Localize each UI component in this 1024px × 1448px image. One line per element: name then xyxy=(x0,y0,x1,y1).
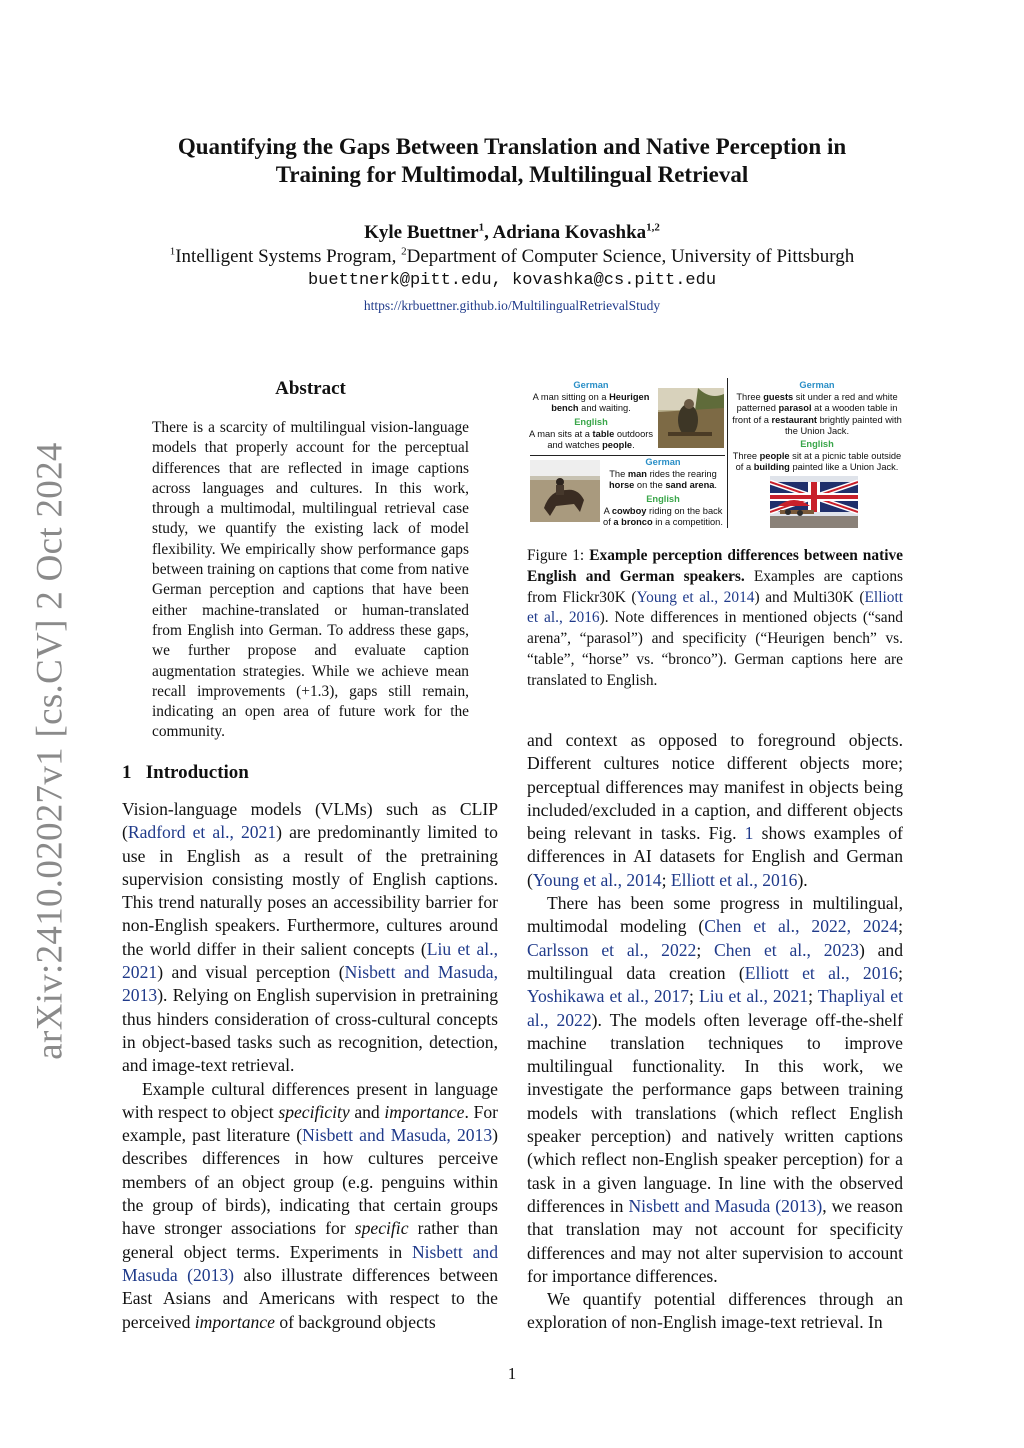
citation-link[interactable]: Chen et al., 2023 xyxy=(714,939,859,960)
citation-link[interactable]: Nisbett and Masuda, 2013 xyxy=(302,1125,493,1146)
lang-label-german: German xyxy=(799,380,835,390)
citation-link[interactable]: Young et al., 2014 xyxy=(532,869,662,890)
citation-link[interactable]: Yoshikawa et al., 2017 xyxy=(527,986,690,1007)
panel1-german-caption: German A man sitting on a Heurigen bench and waiting. xyxy=(527,380,655,415)
section-title: Introduction xyxy=(145,762,249,783)
panel2-english-caption: English A cowboy riding on the back of a bronco in a competition. xyxy=(603,494,723,528)
authors xyxy=(0,222,1024,244)
affil-sup-2: 2 xyxy=(401,245,407,258)
panel3-german-caption: German Three guests sit under a red and white patterned parasol at a wooden table in front of a restaurant brightly painted with the Union Jack. xyxy=(730,380,904,438)
figure-divider-horizontal xyxy=(530,455,725,456)
arxiv-stamp-text: arXiv:2410.02027v1 [cs.CV] 2 Oct 2024 xyxy=(29,442,71,1060)
citation-link[interactable]: Elliott et al., 2016 xyxy=(527,588,903,627)
author-2-sup: 1,2 xyxy=(646,221,660,234)
paper-title-line1: Quantifying the Gaps Between Translation and Native Perception in xyxy=(177,134,847,159)
abstract-heading: Abstract xyxy=(275,378,346,399)
citation-link[interactable]: Nisbett and Masuda, 2013 xyxy=(122,962,498,1006)
figure-1-caption: Figure 1: Example perception differences between native English and German speakers. Examples are captions from Flickr30K (Young et al., 2014) and Multi30K (Elliott et al., 2016). Note differences in mentioned objects (“sand arena”, “parasol”) and specificity (“Heurigen bench” vs. “table”, “horse” vs. “bronco”). German captions here are translated to English. xyxy=(527,547,904,689)
panel1-english-caption: English A man sits at a table outdoors and watches people. xyxy=(528,417,654,451)
lang-label-english: English xyxy=(574,417,608,427)
affiliation xyxy=(0,246,1024,268)
section-heading xyxy=(122,762,249,784)
panel2-german-caption: German The man rides the rearing horse on the sand arena. xyxy=(603,457,723,492)
panel3-english-caption: English Three people sit at a picnic table outside of a building painted like a Union Jack. xyxy=(730,439,904,474)
citation-link[interactable]: Liu et al., 2021 xyxy=(699,986,809,1007)
left-column xyxy=(122,798,498,1334)
citation-link[interactable]: Thapliyal et al., 2022 xyxy=(527,986,904,1030)
figure-divider-vertical xyxy=(727,378,728,528)
photo-cowboy-bronco xyxy=(530,460,600,522)
intro-paragraph-2: Example cultural differences present in language with respect to object specificity and importance. For example, past literature (Nisbett and Masuda, 2013) describes differences in how cultures perceive members of an object group (e.g. penguins within the group of birds), indicating that certain groups have stronger associations for specific rather than general object terms. Experiments in Nisbett and Masuda (2013) also illustrate differences between East Asians and Americans with respect to the perceived importance of background objects xyxy=(122,1078,499,1332)
project-url-link[interactable]: https://krbuettner.github.io/MultilingualRetrievalStudy xyxy=(363,298,661,313)
author-1-sup: 1 xyxy=(478,221,485,234)
photo-union-jack-building xyxy=(770,476,858,528)
author-emails: buettnerk@pitt.edu, kovashka@cs.pitt.edu xyxy=(307,271,717,290)
lang-label-german: German xyxy=(573,380,609,390)
affil-2: Department of Computer Science, University of Pittsburgh xyxy=(406,246,855,267)
abstract-text: There is a scarcity of multilingual vision-language models that properly account for the perceptual differences that are reflected in image captions across languages and cultures. In this work, through a multimodal, multilingual retrieval case study, we quantify the existing lack of model flexibility. We empirically show performance gaps between training on captions that come from native German perception and captions that have been either machine-translated or human-translated from English into German. To address these gaps, we further propose and evaluate caption augmentation strategies. While we achieve mean recall improvements (+1.3), gaps still remain, indicating an open area of future work for the community. xyxy=(152,419,469,741)
figure-ref-link[interactable]: 1 xyxy=(744,823,754,844)
lang-label-english: English xyxy=(646,494,680,504)
intro-paragraph-5: We quantify potential differences through an exploration of non-English image-text retrieval. In xyxy=(527,1289,903,1333)
citation-link[interactable]: Radford et al., 2021 xyxy=(127,822,277,843)
affil-sup-1: 1 xyxy=(169,245,176,258)
page-number: 1 xyxy=(507,1364,517,1383)
paper-title-line2: Training for Multimodal, Multilingual Retrieval xyxy=(275,162,749,187)
right-column xyxy=(527,729,903,1335)
citation-link[interactable]: Nisbett and Masuda (2013) xyxy=(122,1241,498,1285)
author-2: Adriana Kovashka xyxy=(492,222,647,243)
citation-link[interactable]: Liu et al., 2021 xyxy=(122,938,498,983)
section-number: 1 xyxy=(122,762,132,783)
citation-link[interactable]: Carlsson et al., 2022 xyxy=(527,939,697,960)
citation-link[interactable]: Nisbett and Masuda (2013) xyxy=(628,1195,823,1216)
intro-paragraph-4: There has been some progress in multilingual, multimodal modeling (Chen et al., 2022, 2024; Carlsson et al., 2022; Chen et al., 2023) and multilingual data creation (Elliott et al., 2016; Yoshikawa et al., 2017; Liu et al., 2021; Thapliyal et al., 2022). The models often leverage off-the-shelf machine translation techniques to improve multilingual functionality. In this work, we investigate the performance gaps between training models with translations (which reflect English speaker perception) and natively written captions (which reflect non-English speaker perception) for a task in a given language. In line with the observed differences in Nisbett and Masuda (2013), we reason that translation may not account for specificity differences and may not alter supervision to account for importance differences. xyxy=(527,893,904,1286)
lang-label-english: English xyxy=(800,439,834,449)
citation-link[interactable]: Chen et al., 2022, 2024 xyxy=(704,916,899,937)
citation-link[interactable]: Elliott et al., 2016 xyxy=(744,962,899,983)
intro-paragraph-1: Vision-language models (VLMs) such as CLIP (Radford et al., 2021) are predominantly limited to use in English as a result of the pretraining supervision consisting mostly of English captions. This trend naturally poses an accessibility barrier for non-English speakers. Furthermore, cultures around the world differ in their salient concepts (Liu et al., 2021) and visual perception (Nisbett and Masuda, 2013). Relying on English supervision in pretraining thus hinders consideration of cross-cultural concepts in object-based tasks such as recognition, detection, and image-text retrieval. xyxy=(122,799,498,1076)
photo-man-on-bench xyxy=(658,388,724,448)
lang-label-german: German xyxy=(645,457,681,467)
citation-link[interactable]: Young et al., 2014 xyxy=(636,588,755,606)
arxiv-stamp xyxy=(20,442,80,1060)
citation-link[interactable]: Elliott et al., 2016 xyxy=(670,869,798,890)
author-sep: , xyxy=(484,222,493,243)
author-1: Kyle Buettner xyxy=(364,222,479,243)
affil-1: Intelligent Systems Program, xyxy=(175,246,402,267)
intro-paragraph-3: and context as opposed to foreground objects. Different cultures notice different objects more; perceptual differences may manifest in objects being included/excluded in a caption, and different objects being relevant in tasks. Fig. 1 shows examples of differences in AI datasets for English and German (Young et al., 2014; Elliott et al., 2016). xyxy=(527,730,903,890)
figure-1 xyxy=(527,378,905,530)
